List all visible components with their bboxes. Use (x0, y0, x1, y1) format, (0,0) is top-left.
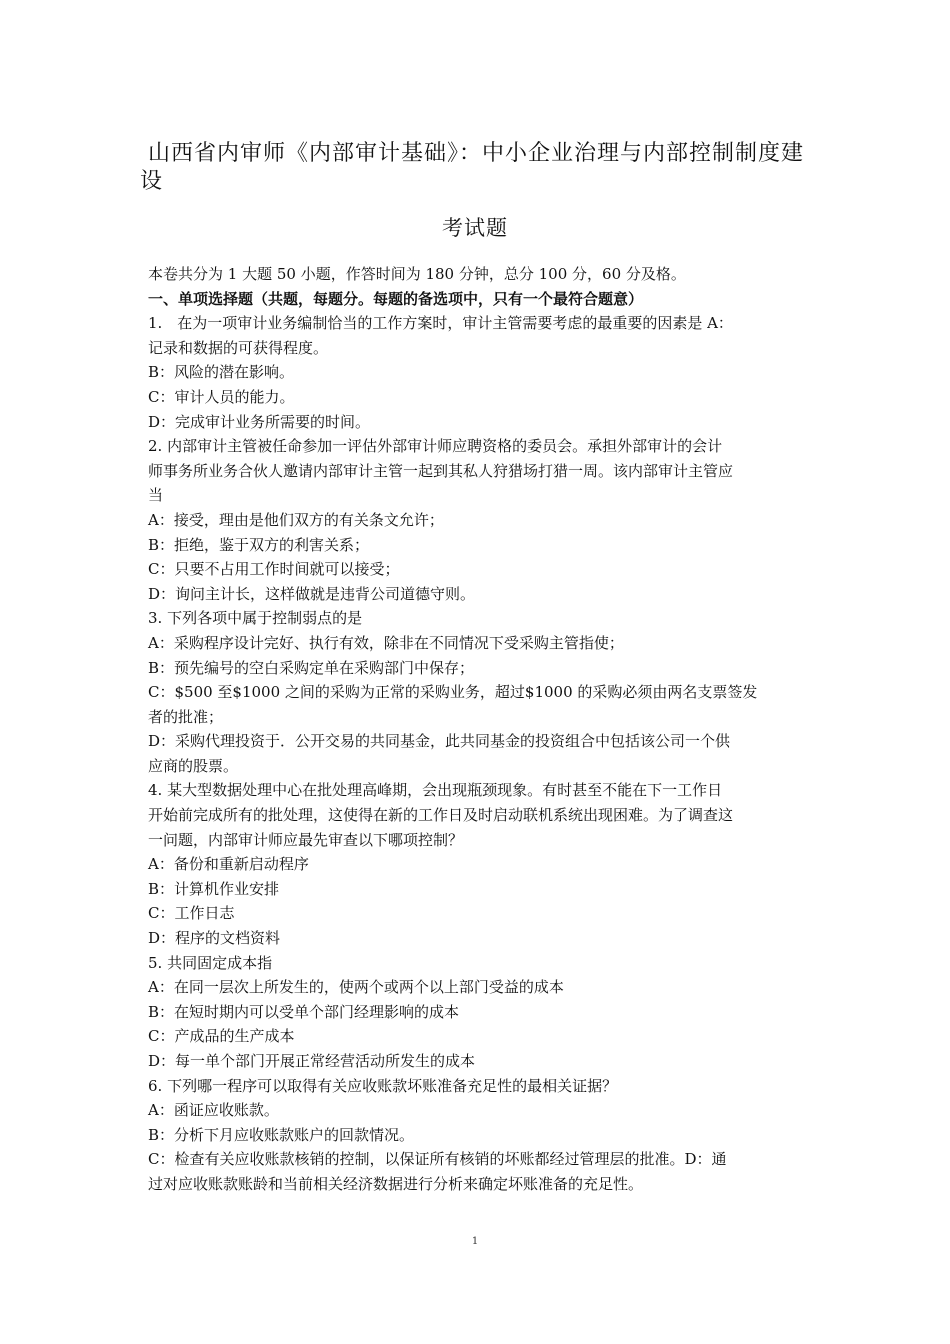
text-line: B：计算机作业安排 (148, 879, 280, 898)
title-line-2: 设 (140, 169, 164, 194)
text-line: C：产成品的生产成本 (148, 1027, 295, 1046)
intro-paragraph: 本卷共分为 1 大题 50 小题，作答时间为 180 分钟，总分 100 分，60 分及格。 (148, 265, 686, 283)
text-line: C：工作日志 (148, 904, 235, 923)
text-line: D：程序的文档资料 (148, 929, 281, 948)
text-line: B：分析下月应收账款账户的回款情况。 (148, 1125, 415, 1144)
text-line: D：每一单个部门开展正常经营活动所发生的成本 (148, 1052, 476, 1070)
text-line: 应商的股票。 (148, 756, 239, 775)
text-line: 3. 下列各项中属于控制弱点的是 (148, 609, 363, 628)
text-line: A：函证应收账款。 (148, 1101, 279, 1120)
text-line: 1. 在为一项审计业务编制恰当的工作方案时，审计主管需要考虑的最重要的因素是 A： (148, 314, 733, 333)
text-line: C：审计人员的能力。 (148, 387, 295, 406)
text-line: D：完成审计业务所需要的时间。 (148, 412, 371, 431)
document-subtitle: 考试题 (442, 216, 508, 240)
page-number: 1 (471, 1236, 479, 1247)
text-line: 者的批准； (148, 707, 224, 726)
title-line-1: 山西省内审师《内部审计基础》：中小企业治理与内部控制制度建 (148, 141, 805, 166)
text-line: B：在短时期内可以受单个部门经理影响的成本 (148, 1002, 460, 1021)
section-heading: 一、单项选择题（共题，每题分。每题的备选项中，只有一个最符合题意） (148, 289, 644, 308)
text-line: 过对应收账款账龄和当前相关经济数据进行分析来确定坏账准备的充足性。 (148, 1174, 644, 1193)
text-line: 6. 下列哪一程序可以取得有关应收账款坏账准备充足性的最相关证据？ (148, 1076, 618, 1095)
text-line: A：采购程序设计完好、执行有效，除非在不同情况下受采购主管指使； (148, 633, 624, 652)
text-line: B：风险的潜在影响。 (148, 363, 295, 382)
document-body (148, 262, 818, 1197)
text-line: 师事务所业务合伙人邀请内部审计主管一起到其私人狩猎场打猎一周。该内部审计主管应 (148, 461, 734, 480)
text-line: 开始前完成所有的批处理，这使得在新的工作日及时启动联机系统出现困难。为了调查这 (148, 806, 734, 825)
text-line: 当 (148, 486, 164, 505)
text-line: D：采购代理投资于．公开交易的共同基金，此共同基金的投资组合中包括该公司一个供 (148, 732, 731, 751)
question-lines (148, 311, 818, 1196)
text-line: A：在同一层次上所发生的，使两个或两个以上部门受益的成本 (148, 978, 564, 997)
text-line: A：接受，理由是他们双方的有关条文允许； (148, 510, 444, 529)
text-line: D：询问主计长，这样做就是违背公司道德守则。 (148, 584, 476, 603)
text-line: B：预先编号的空白采购定单在采购部门中保存； (148, 658, 475, 677)
text-line: C：只要不占用工作时间就可以接受； (148, 560, 400, 579)
document-title (140, 140, 820, 196)
text-line: B：拒绝，鉴于双方的利害关系； (148, 535, 370, 554)
text-line: 5. 共同固定成本指 (148, 953, 273, 972)
text-line: A：备份和重新启动程序 (148, 855, 309, 874)
text-line: C：$500 至$1000 之间的采购为正常的采购业务，超过$1000 的采购必须由两名支票签发 (148, 683, 758, 702)
text-line: 一问题，内部审计师应最先审查以下哪项控制？ (148, 830, 464, 849)
text-line: 记录和数据的可获得程度。 (148, 338, 329, 357)
text-line: 2. 内部审计主管被任命参加一评估外部审计师应聘资格的委员会。承担外部审计的会计 (148, 437, 723, 456)
text-line: C：检查有关应收账款核销的控制，以保证所有核销的坏账都经过管理层的批准。D：通 (148, 1150, 727, 1169)
text-line: 4. 某大型数据处理中心在批处理高峰期，会出现瓶颈现象。有时甚至不能在下一工作日 (148, 781, 723, 800)
